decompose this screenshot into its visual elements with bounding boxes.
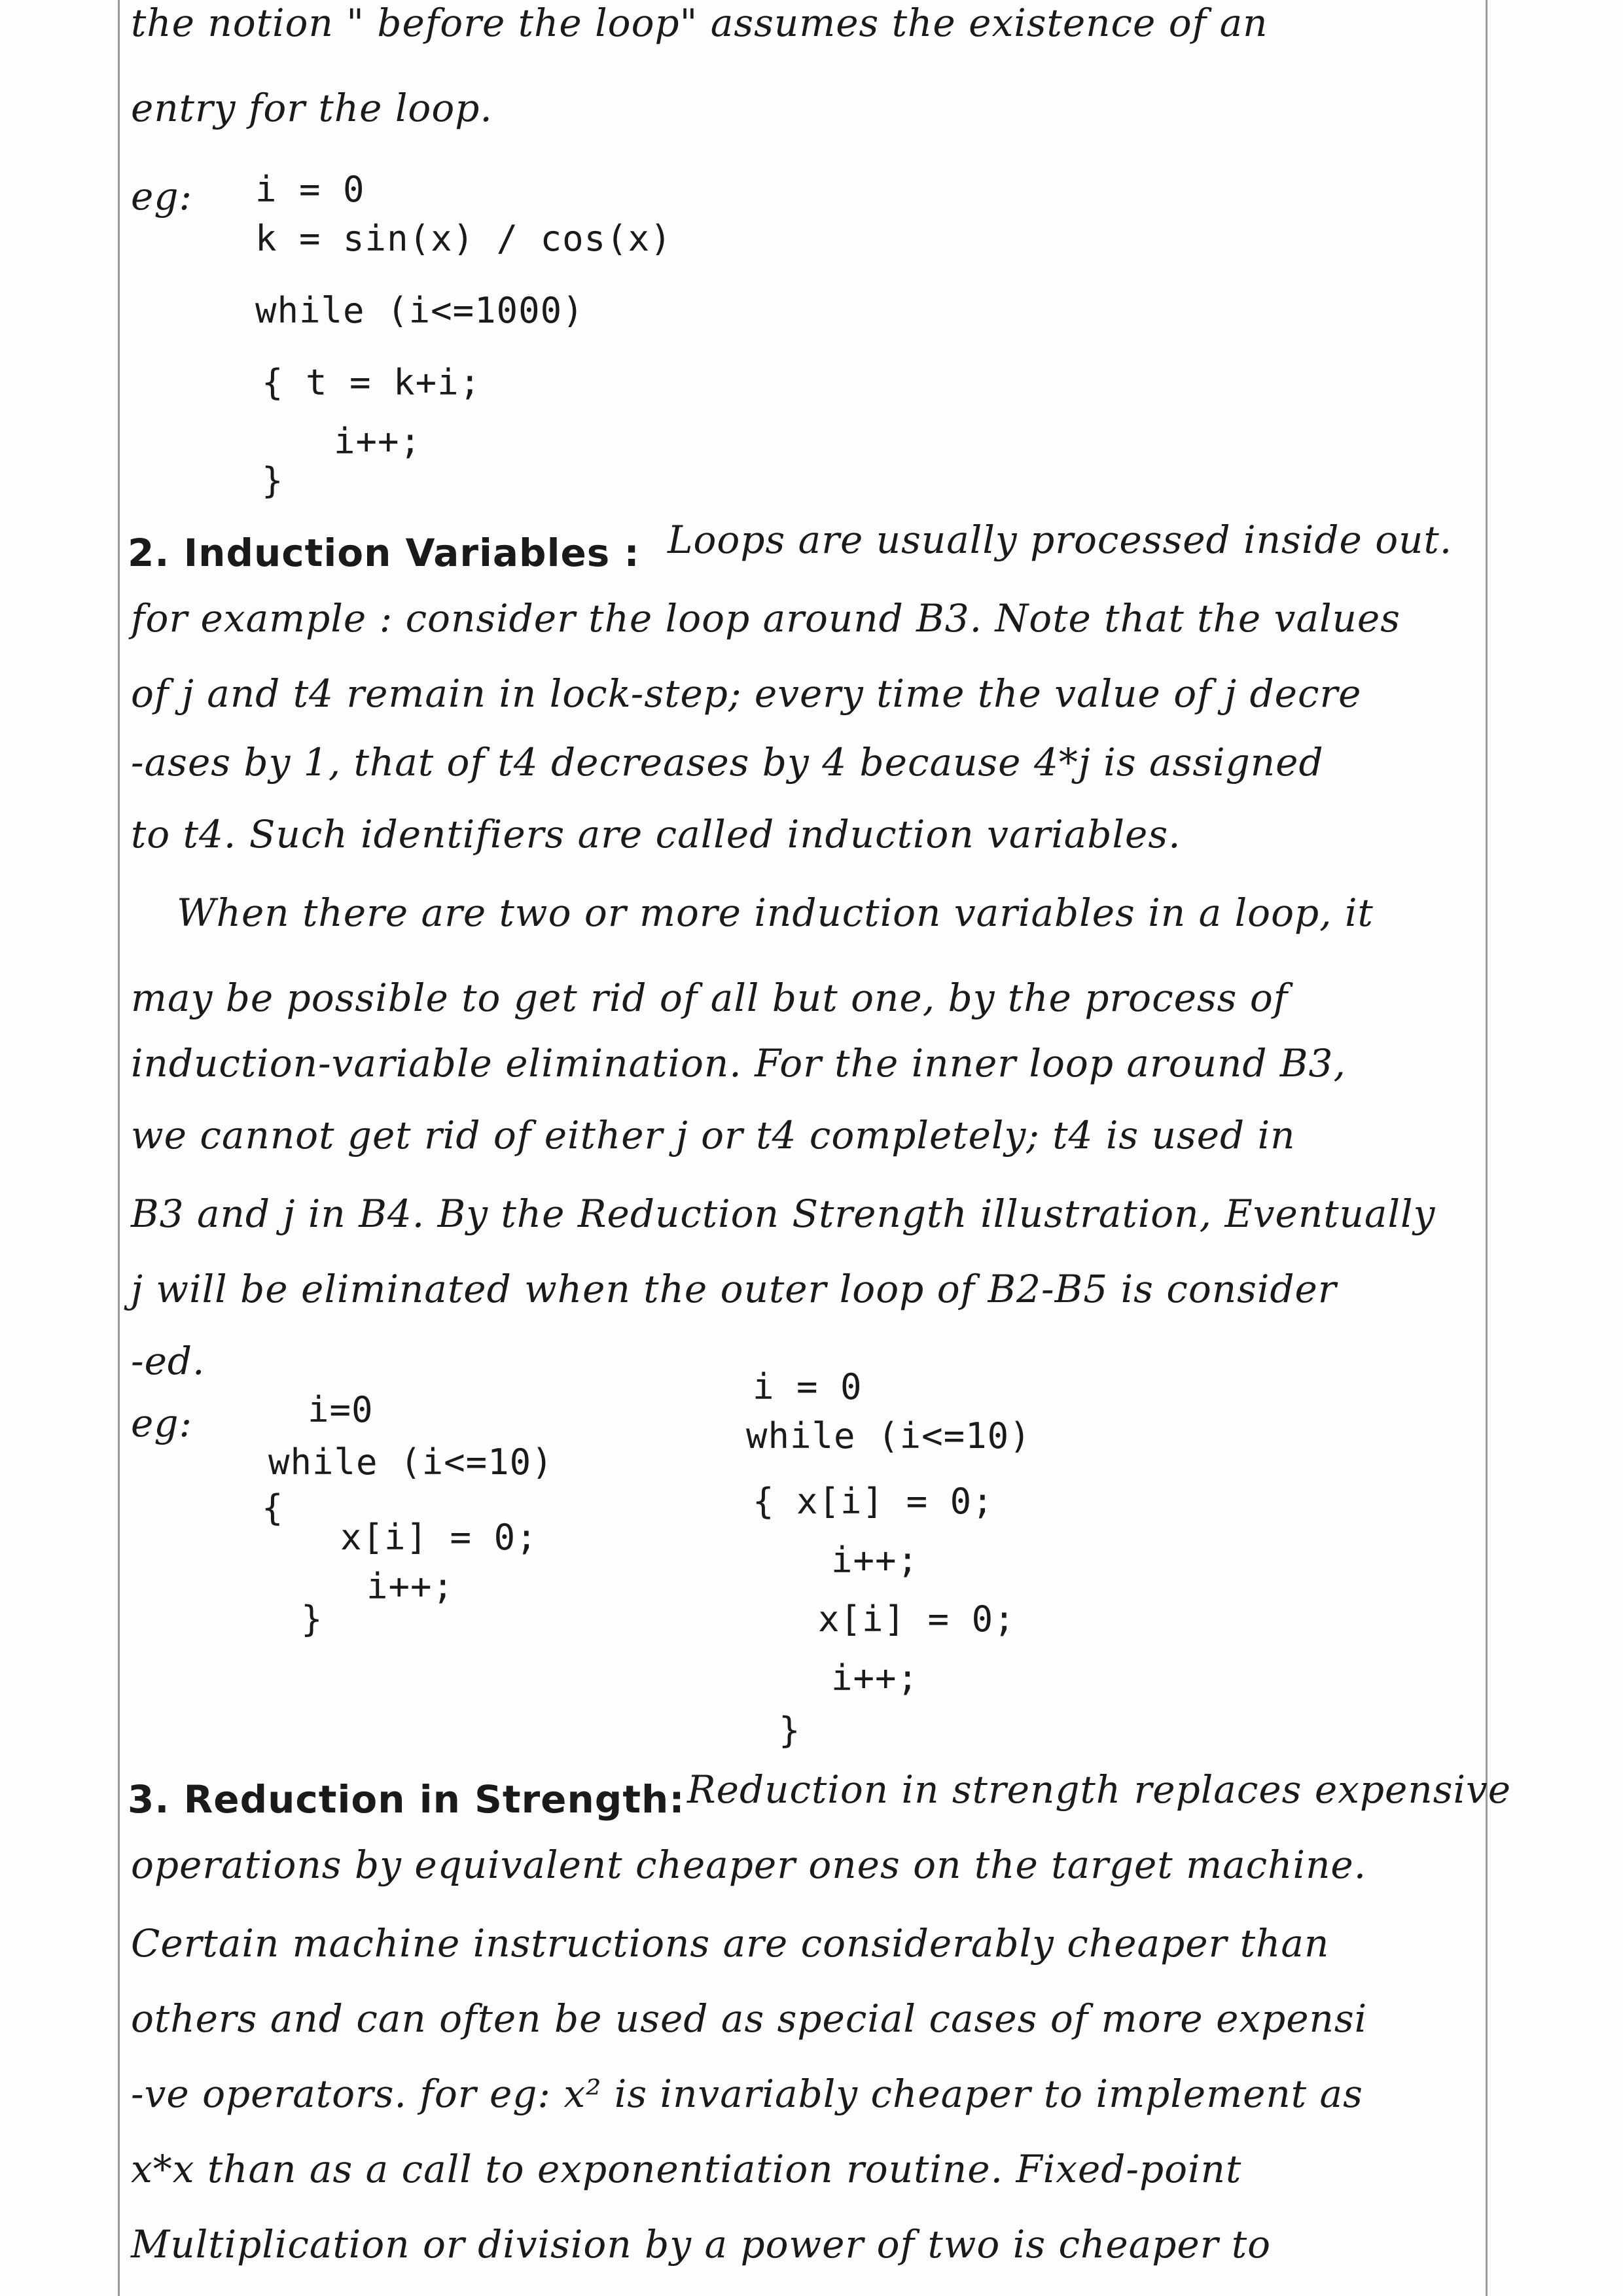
eg-label: eg: xyxy=(131,174,192,219)
paragraph-line: others and can often be used as special cases of more expensi xyxy=(131,1996,1368,2041)
code-line: i++; xyxy=(831,1540,919,1581)
left-margin-line xyxy=(118,0,120,2296)
paragraph-line: -ed. xyxy=(131,1339,205,1383)
paragraph-line: j will be eliminated when the outer loop of B2-B5 is consider xyxy=(131,1267,1337,1311)
code-line: i++; xyxy=(334,421,422,462)
paragraph-line: we cannot get rid of either j or t4 completely; t4 is used in xyxy=(131,1113,1296,1157)
code-line: { x[i] = 0; xyxy=(753,1481,994,1522)
code-line: } xyxy=(301,1598,323,1640)
code-line: } xyxy=(262,460,284,501)
paragraph-line: When there are two or more induction variables in a loop, it xyxy=(177,891,1374,935)
paragraph-line: -ve operators. for eg: x² is invariably cheaper to implement as xyxy=(131,2072,1363,2116)
right-margin-line xyxy=(1486,0,1488,2296)
paragraph-line: Certain machine instructions are considerably cheaper than xyxy=(131,1921,1330,1966)
paragraph-line: for example : consider the loop around B3. Note that the values xyxy=(131,596,1401,641)
code-line: { xyxy=(262,1487,284,1528)
code-line: i++; xyxy=(366,1566,455,1607)
paragraph-line: to t4. Such identifiers are called induction variables. xyxy=(131,812,1181,857)
code-line: while (i<=1000) xyxy=(255,290,584,331)
code-line: while (i<=10) xyxy=(746,1415,1031,1457)
paragraph-line: -ases by 1, that of t4 decreases by 4 because 4*j is assigned xyxy=(131,740,1324,785)
paragraph-line: Loops are usually processed inside out. xyxy=(668,518,1453,562)
section-3-heading: 3. Reduction in Strength: xyxy=(128,1777,685,1822)
code-line: while (i<=10) xyxy=(268,1441,554,1483)
code-line: { t = k+i; xyxy=(262,362,482,403)
code-line: x[i] = 0; xyxy=(818,1598,1016,1640)
paragraph-line: x*x than as a call to exponentiation routine. Fixed-point xyxy=(131,2147,1242,2191)
code-line: i++; xyxy=(831,1657,919,1699)
code-line: x[i] = 0; xyxy=(340,1517,538,1558)
code-line: i = 0 xyxy=(753,1366,863,1407)
paragraph-line: operations by equivalent cheaper ones on the target machine. xyxy=(131,1843,1367,1887)
code-line: k = sin(x) / cos(x) xyxy=(255,218,672,259)
paragraph-line: may be possible to get rid of all but one, by the process of xyxy=(131,976,1289,1020)
paragraph-line: B3 and j in B4. By the Reduction Strength illustration, Eventually xyxy=(131,1192,1436,1236)
paragraph-line: Multiplication or division by a power of two is cheaper to xyxy=(131,2222,1272,2267)
intro-line-1: the notion " before the loop" assumes the existence of an xyxy=(131,1,1268,45)
paragraph-line: induction-variable elimination. For the inner loop around B3, xyxy=(131,1041,1346,1086)
paragraph-line: of j and t4 remain in lock-step; every time the value of j decre xyxy=(131,671,1362,716)
eg-label: eg: xyxy=(131,1401,192,1445)
code-line: i=0 xyxy=(308,1389,374,1430)
intro-line-2: entry for the loop. xyxy=(131,86,493,130)
code-line: } xyxy=(779,1710,801,1751)
section-2-heading: 2. Induction Variables : xyxy=(128,531,640,575)
code-line: i = 0 xyxy=(255,169,365,210)
paragraph-line: Reduction in strength replaces expensive xyxy=(687,1767,1512,1812)
